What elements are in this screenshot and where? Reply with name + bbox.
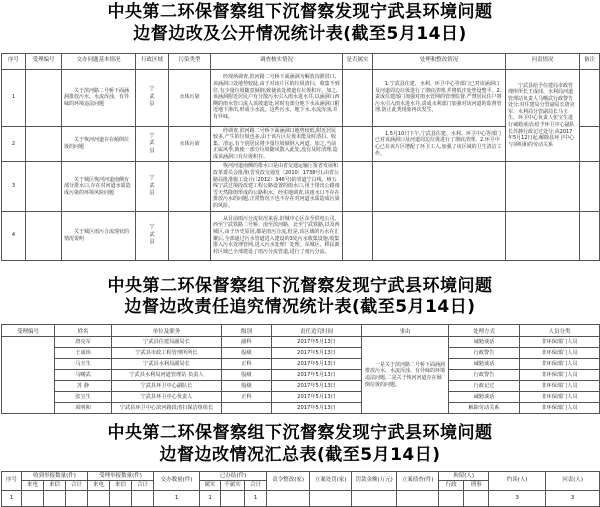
cell-issue: 关于城区恢河河道南侧有部分排水口,存在对河道水质造成污染的环境风险问题 <box>62 162 136 211</box>
cell-region <box>136 69 169 126</box>
publicity-table-title <box>0 0 600 46</box>
table-row <box>2 162 600 211</box>
cell-name: 项明和 <box>55 403 112 414</box>
cell-reason: 一是关于滨河路二号桥下面涵洞排放污水、水流浑浊、有异味的环境违法问题,二是关于恢河河道存在倾倒垃圾的问题。 <box>362 337 449 414</box>
cell-case-investigation <box>397 490 439 506</box>
cell-handling <box>373 162 506 211</box>
cell-filed-penalty <box>310 490 352 506</box>
col-handling: 处理和整改情况 <box>373 53 506 69</box>
cell-date: 2017年5月13日 <box>272 348 362 359</box>
col-received-reports: 收到举报数量(件) <box>22 471 88 481</box>
cell-handling: 1.5月10日下午,宁武县住建、水利、环卫中心等部门已对该涵洞口及河道周边垃圾进行了彻底清理。2.环卫中心已在该片区增配了环卫工人,加强了该区域的卫生清洁工作。 <box>373 126 506 162</box>
cell-detention-criminal <box>464 490 489 506</box>
cell-verified <box>343 126 373 162</box>
col-issue: 交办问题基本情况 <box>62 53 136 69</box>
table-row <box>2 359 600 370</box>
cell-accountability <box>506 211 580 260</box>
cell-accepted-total <box>132 490 154 506</box>
col-filed-penalty: 立案处罚(家) <box>310 471 352 490</box>
col-accountability: 问责情况 <box>506 53 580 69</box>
cell-rank: 股级 <box>222 381 272 392</box>
cell-rank: 股级 <box>222 370 272 381</box>
cell-received-letter <box>44 490 66 506</box>
cell-category: 非环保部门人员 <box>520 348 600 359</box>
col-fine-amount: 罚款金额(万元) <box>352 471 397 490</box>
cell-action: 行政警告 <box>449 348 520 359</box>
col-received-letter: 来信 <box>44 481 66 491</box>
cell-verified <box>343 69 373 126</box>
col-region: 行政区域 <box>136 53 169 69</box>
table-row <box>2 337 600 348</box>
col-accepted-total: 合计 <box>132 481 154 491</box>
cell-handling: 1.宁武县住建、水利、环卫中心等部门已对该涵洞口及河道周边垃圾进行了彻底清理,并将低洼处垫设整平。2.责成住建部门加强对雨水管网的管理监督,严禁居民住户将污水引入雨水进水井,责成水利部门加强对该河道的监督管理,防止此类现象再次发生。 <box>373 69 506 126</box>
cell-action: 诫勉谈话 <box>449 359 520 370</box>
cell-case-no <box>26 126 62 162</box>
cell-date: 2017年5月13日 <box>272 392 362 403</box>
cell-category: 非环保部门人员 <box>520 370 600 381</box>
cell-case-no <box>26 211 62 260</box>
table-row <box>2 370 600 381</box>
cell-action: 诫勉谈话 <box>449 337 520 348</box>
summary-table-title <box>0 421 600 467</box>
col-seq: 序号 <box>2 53 26 69</box>
cell-interviewed: 3 <box>489 490 546 506</box>
cell-name: 张宝生 <box>55 392 112 403</box>
cell-seq: 4 <box>2 211 26 260</box>
table-row <box>2 381 600 392</box>
cell-post: 宁武县市政工程管理所所长 <box>112 348 222 359</box>
cell-fine-amount <box>352 490 397 506</box>
cell-issue: 关于城区雨污合流现状的情况说明 <box>62 211 136 260</box>
cell-pollution-type: 水体污染 <box>169 69 211 126</box>
summary-title-line2: 边督边改情况汇总表(截至5月14日) <box>159 444 441 465</box>
cell-pollution-type <box>169 162 211 211</box>
cell-post: 宁武县住建局副局长 <box>112 337 222 348</box>
cell-post: 宁武县水利局河道管理站 负责人 <box>112 370 222 381</box>
cell-rank: 正科 <box>222 359 272 370</box>
cell-accepted-letter <box>110 490 132 506</box>
col-remark: 备注 <box>580 53 600 69</box>
col-accepted-call: 来电 <box>88 481 110 491</box>
col-accepted-reports: 受理举报数量(件) <box>88 471 154 481</box>
cell-case-no <box>26 69 62 126</box>
cell-category: 非环保部门人员 <box>520 403 600 414</box>
col-name: 姓名 <box>55 325 112 337</box>
col-ordered-rectify: 责令整改(家) <box>267 471 310 490</box>
region-vertical-text: 宁武县 <box>149 175 155 197</box>
accountability-title-line1: 中央第二环保督察组下沉督察发现宁武县环境问题 <box>107 275 493 296</box>
cell-date: 2017年5月13日 <box>272 337 362 348</box>
col-verified: 是否属实 <box>343 53 373 69</box>
cell-accepted-call <box>88 490 110 506</box>
col-reason: 事由 <box>362 325 449 337</box>
summary-title-line1: 中央第二环保督察组下沉督察发现宁武县环境问题 <box>107 423 493 444</box>
cell-remark <box>580 126 600 162</box>
cell-region <box>136 126 169 162</box>
col-received-total: 合计 <box>66 481 88 491</box>
cell-seq: 2 <box>2 126 26 162</box>
cell-seq: 3 <box>2 162 26 211</box>
cell-closed-unreal <box>221 490 245 506</box>
cell-issue: 关于滨河路二号桥下面涵洞排放污水、水流浑浊、有异味的环境违法问题 <box>62 69 136 126</box>
table-row <box>2 211 600 260</box>
cell-detention-admin <box>439 490 464 506</box>
cell-action: 诫勉谈话 <box>449 392 520 403</box>
col-seq: 序号 <box>2 471 22 490</box>
cell-received-total <box>66 490 88 506</box>
cell-rank: 股级 <box>222 348 272 359</box>
cell-accountable: 3 <box>546 490 600 506</box>
cell-pollution-type: 水体污染 <box>169 126 211 162</box>
cell-verified <box>343 211 373 260</box>
col-case-no: 受理编号 <box>26 53 62 69</box>
region-vertical-text: 宁武县 <box>149 132 155 154</box>
cell-verified <box>343 162 373 211</box>
cell-category: 非环保部门人员 <box>520 392 600 403</box>
summary-table <box>1 471 600 507</box>
cell-closed-total: 1 <box>245 490 267 506</box>
col-pollution-type: 污染类型 <box>169 53 211 69</box>
col-action: 处理方式 <box>449 325 520 337</box>
col-accepted-letter: 来信 <box>110 481 132 491</box>
col-closed: 已办结(件) <box>200 471 267 481</box>
col-detention-criminal: 刑事 <box>464 481 489 491</box>
cell-issue: 关于恢河河道存在倾倒垃圾的问题 <box>62 126 136 162</box>
cell-investigation: 恢河河道南侧的排水口是由省交通运输厅报省发展和改革委员会批准(晋发改交通发〔2010〕1738号),由省公路局批准施工设计(〔2012〕346号)的省道宁白线、崞五线宁武过境段改建工程公路设置的雨水口,用于排出公路雨雪天然降雨形成的公路积水。经实地调查,该雨水口不存在排放污水的问题,正常情况下也不存在对河道水质造成污染的风险。 <box>211 162 343 211</box>
publicity-table <box>1 53 600 261</box>
cell-name: 唐亮军 <box>55 337 112 348</box>
cell-region <box>136 211 169 260</box>
cell-name: 马玉生 <box>55 359 112 370</box>
cell-rank: 副科 <box>222 337 272 348</box>
col-detention-admin: 行政 <box>439 481 464 491</box>
cell-name: 苏 静 <box>55 381 112 392</box>
col-closed-unreal: 不属实 <box>221 481 245 491</box>
cell-investigation: 经调查,滨河路二号桥下面涵洞口地势较低,附近居民较多,产生的垃圾也多,由于该片区垃圾未能及时清扫、收集、清运,有个别居民将少量垃圾倾倒入河道。加之,当前正属风季,致使一部分垃圾随风散入此处,没有及时清理,造成该涵洞口有垃圾积存。 <box>211 126 343 162</box>
cell-seq: 1 <box>2 490 22 506</box>
cell-remark <box>580 162 600 211</box>
cell-action: 行政警告 <box>449 370 520 381</box>
table-row <box>2 69 600 126</box>
col-investigation: 调查核实情况 <box>211 53 343 69</box>
col-received-call: 来电 <box>22 481 44 491</box>
cell-region <box>136 162 169 211</box>
cell-date: 2017年5月13日 <box>272 381 362 392</box>
cell-investigation: 经现场调查,滨河路二号桥下面涵洞为解放沟泄洪口,该涵洞口处地势较陡,由于对该片区的垃圾清扫、收集不到位,有少量垃圾随意倾倒,致使该处坡道有垃圾积存。加之,该涵洞附近居民户有分散污水引入雨水进水井,以涵洞口西侧的雨水管口流入该坡道处,同时有部分地下水从涵洞口附近地下渗出,形成小水流。这些污水、地下水,水流浑浊,并有异味。 <box>211 69 343 126</box>
col-rank: 级别 <box>222 325 272 337</box>
table-row <box>2 403 600 414</box>
region-vertical-text: 宁武县 <box>149 86 155 108</box>
cell-date: 2017年5月13日 <box>272 370 362 381</box>
region-vertical-text: 宁武县 <box>149 224 155 246</box>
col-category: 人员分类 <box>520 325 600 337</box>
col-assigned: 交办数量(件) <box>154 471 200 490</box>
cell-post: 宁武县环卫中心副队长 <box>112 381 222 392</box>
cell-rank <box>222 403 272 414</box>
col-case-no: 受理编号 <box>2 325 55 337</box>
cell-remark <box>580 211 600 260</box>
cell-pollution-type <box>169 211 211 260</box>
cell-rank: 正科 <box>222 392 272 403</box>
cell-accountability <box>506 162 580 211</box>
cell-category: 非环保部门人员 <box>520 381 600 392</box>
cell-date: 2017年5月13日 <box>272 403 362 414</box>
accountability-table-title <box>0 274 600 320</box>
cell-date: 2017年5月13日 <box>272 359 362 370</box>
table-row <box>2 392 600 403</box>
publicity-title-line2: 边督边改及公开情况统计表(截至5月14日) <box>133 23 467 44</box>
col-closed-real: 属实 <box>200 481 221 491</box>
cell-action: 行政记过 <box>449 381 520 392</box>
cell-action: 解除劳动关系 <box>449 403 520 414</box>
cell-category: 非环保部门人员 <box>520 359 600 370</box>
cell-handling <box>373 211 506 260</box>
cell-investigation: 从目前雨污分流状况来看,旧城中心区东至供电公司、西至宁武铁路二号桥、南至滨河路、北至宁武铁路,以及西城区,由于历史原因,都是雨污合流,但是,该区域的污水在汇聚后,全部通过污水管道进入建设的3处污水收集设施,收集排入污水处理管网,进入污水处理厂处理。东城区、移民新村区域已全部建设了雨污分流管道,进行了雨污分流。 <box>211 211 343 260</box>
cell-post: 宁武县环卫中心负责人 <box>112 392 222 403</box>
cell-post: 宁武县环卫中心滨河路段清扫保洁组组长 <box>112 403 222 414</box>
cell-accountability: 宁武县给予住建局市政管理所所长王成纬、水利局河道管理站负责人马曙武行政警告处分;对住建局分管副局长唐亮军、水利局分管副局长马玉生、环卫中心负责人张宝生进行诫勉谈话;给予环卫中心副队长苏静行政记过处分;从2017年5月12日起,解除县环卫中心与项明和的劳动关系 <box>506 69 580 162</box>
summary-header-row-1 <box>2 471 600 481</box>
col-case-investigation: 立案侦查(件) <box>397 471 439 490</box>
accountability-header-row <box>2 325 600 337</box>
col-interviewed: 约谈(人) <box>489 471 546 490</box>
cell-received-call <box>22 490 44 506</box>
col-closed-total: 合计 <box>245 481 267 491</box>
publicity-title-line1: 中央第二环保督察组下沉督察发现宁武县环境问题 <box>107 2 493 22</box>
accountability-title-line2: 边督边改责任追究情况统计表(截至5月14日) <box>124 297 476 318</box>
cell-remark <box>580 69 600 126</box>
cell-category: 非环保部门人员 <box>520 337 600 348</box>
table-row <box>2 348 600 359</box>
accountability-table <box>1 324 600 414</box>
cell-case-no <box>2 337 55 414</box>
cell-case-no <box>26 162 62 211</box>
cell-name: 王成纬 <box>55 348 112 359</box>
cell-post: 宁武县水利局副局长 <box>112 359 222 370</box>
cell-assigned: 1 <box>154 490 200 506</box>
cell-ordered-rectify <box>267 490 310 506</box>
cell-seq: 1 <box>2 69 26 126</box>
cell-closed-real: 1 <box>200 490 221 506</box>
col-accountable: 问责(人) <box>546 471 600 490</box>
cell-name: 马曙武 <box>55 370 112 381</box>
summary-data-row <box>2 490 600 506</box>
col-detention: 拘留(人) <box>439 471 489 481</box>
col-post: 单位及职务 <box>112 325 222 337</box>
col-date: 责任追究时间 <box>272 325 362 337</box>
publicity-header-row <box>2 53 600 69</box>
